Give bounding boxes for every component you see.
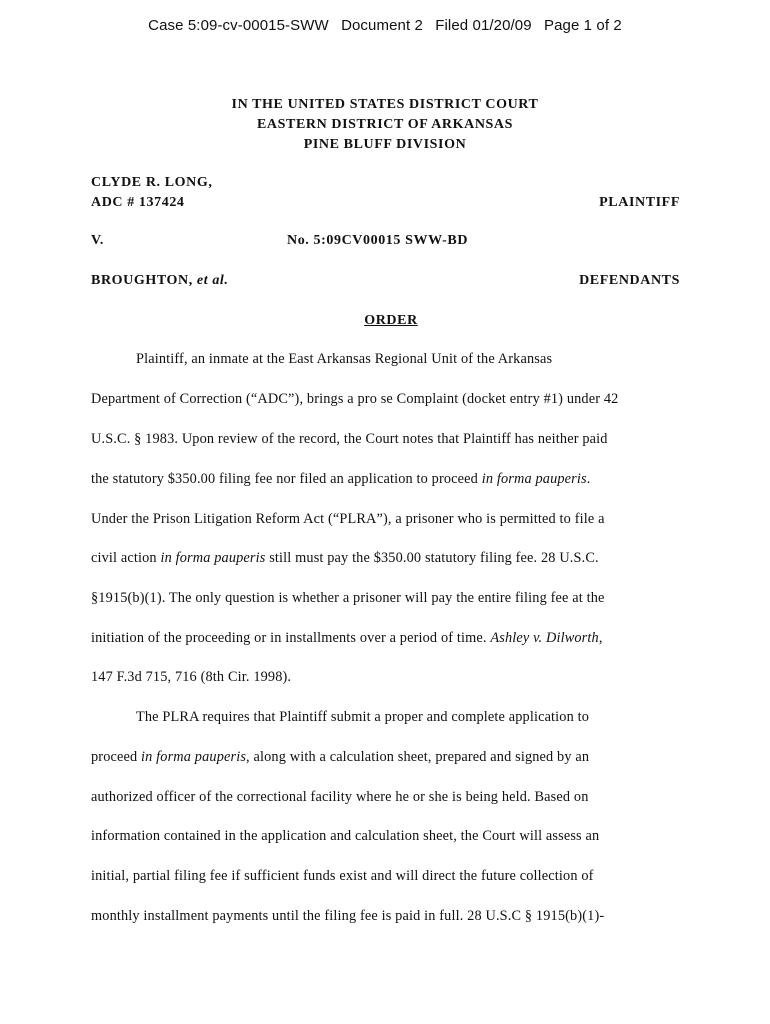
document-number-stamp: Document 2 <box>341 17 423 34</box>
plaintiff-name: CLYDE R. LONG, <box>91 175 213 190</box>
court-name: IN THE UNITED STATES DISTRICT COURT <box>231 97 539 112</box>
versus-label: V. <box>91 233 105 248</box>
body-line-12: authorized officer of the correctional facility where he or she is being held. Based on <box>91 789 589 805</box>
filing-header <box>0 17 770 34</box>
order-title: ORDER <box>364 313 418 328</box>
court-caption <box>0 95 770 155</box>
body-line-4: the statutory $350.00 filing fee nor filed an application to proceed in forma pauperis. <box>91 471 591 487</box>
defendant-line <box>91 273 680 289</box>
body-line-3: U.S.C. § 1983. Upon review of the record, the Court notes that Plaintiff has neither paid <box>91 431 608 447</box>
filed-date-stamp: Filed 01/20/09 <box>435 17 532 34</box>
body-line-1: Plaintiff, an inmate at the East Arkansas Regional Unit of the Arkansas <box>136 351 553 367</box>
body-line-7: §1915(b)(1). The only question is whether a prisoner will pay the entire filing fee at the <box>91 590 605 606</box>
body-line-11: proceed in forma pauperis, along with a calculation sheet, prepared and signed by an <box>91 749 590 765</box>
page-number-stamp: Page 1 of 2 <box>543 17 622 34</box>
body-line-10: The PLRA requires that Plaintiff submit a proper and complete application to <box>136 709 590 725</box>
body-line-9: 147 F.3d 715, 716 (8th Cir. 1998). <box>91 669 292 685</box>
plaintiff-name-line <box>91 175 680 191</box>
plaintiff-adc: ADC # 137424 <box>91 195 185 210</box>
case-number-stamp: Case 5:09-cv-00015-SWW <box>148 17 329 34</box>
defendant-et-al: et al. <box>196 273 229 288</box>
case-number: No. 5:09CV00015 SWW-BD <box>287 233 469 248</box>
body-line-14: initial, partial filing fee if sufficient funds exist and will direct the future collection of <box>91 868 594 884</box>
body-line-13: information contained in the application and calculation sheet, the Court will assess an <box>91 828 600 844</box>
court-division: PINE BLUFF DIVISION <box>303 137 467 152</box>
plaintiff-role: PLAINTIFF <box>599 195 680 210</box>
body-line-6: civil action in forma pauperis still must pay the $350.00 statutory filing fee. 28 U.S.C. <box>91 550 599 566</box>
body-line-2: Department of Correction (“ADC”), brings a pro se Complaint (docket entry #1) under 42 <box>91 391 619 407</box>
body-line-15: monthly installment payments until the filing fee is paid in full. 28 U.S.C § 1915(b)(1)- <box>91 908 605 924</box>
body-line-8: initiation of the proceeding or in installments over a period of time. Ashley v. Dilworth, <box>91 630 603 646</box>
court-district: EASTERN DISTRICT OF ARKANSAS <box>256 117 514 132</box>
defendant-name: BROUGHTON, <box>91 273 193 288</box>
defendant-role: DEFENDANTS <box>579 273 680 288</box>
plaintiff-adc-line <box>91 195 680 211</box>
body-line-5: Under the Prison Litigation Reform Act (“PLRA”), a prisoner who is permitted to file a <box>91 511 605 527</box>
